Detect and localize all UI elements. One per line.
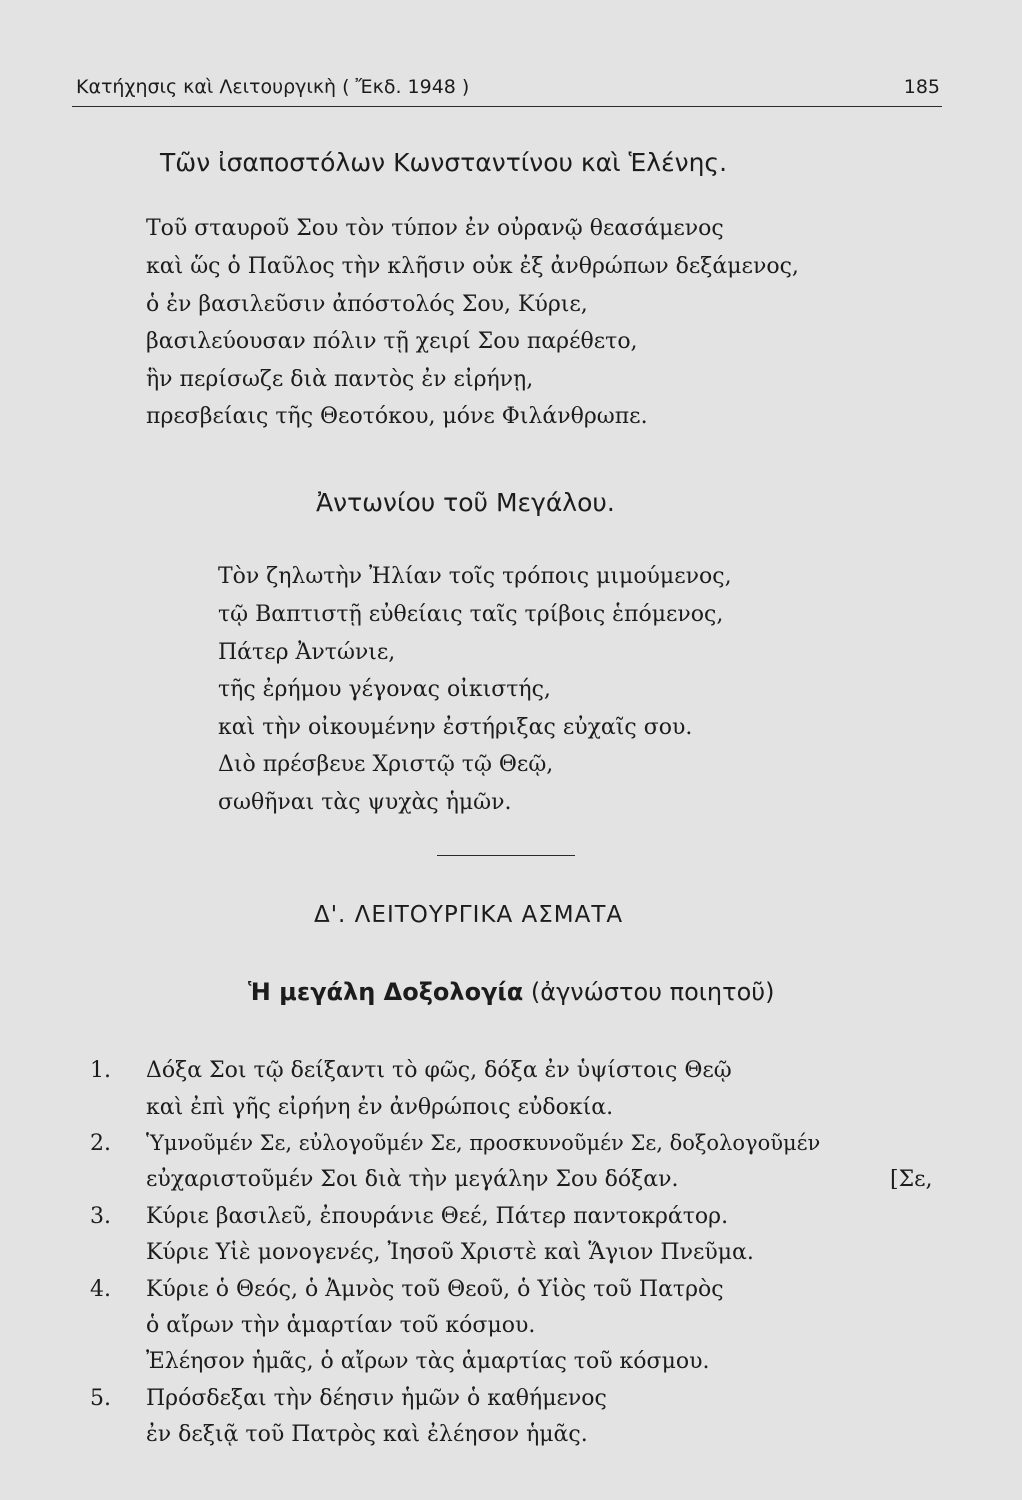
section-subtitle [248,978,775,1006]
verse-line: Κύριε Υἱὲ μονογενές, Ἰησοῦ Χριστὲ καὶ Ἅγιον Πνεῦμα. [146,1240,754,1265]
verse-line: Κύριε βασιλεῦ, ἐπουράνιε Θεέ, Πάτερ παντοκράτορ. [146,1204,729,1229]
verse-line: ὁ αἴρων τὴν ἁμαρτίαν τοῦ κόσμου. [146,1313,536,1338]
subtitle-bold: Ἡ μεγάλη Δοξολογία [248,978,524,1006]
verse-line: Πρόσδεξαι τὴν δέησιν ἡμῶν ὁ καθήμενος [146,1386,607,1411]
verse-number: 2. [90,1131,111,1156]
troparion2-line: καὶ τὴν οἰκουμένην ἐστήριξας εὐχαῖς σου. [218,715,693,740]
troparion1-line: βασιλεύουσαν πόλιν τῇ χειρί Σου παρέθετο, [146,329,638,354]
verse-line: Κύριε ὁ Θεός, ὁ Ἀμνὸς τοῦ Θεοῦ, ὁ Υἱὸς τοῦ Πατρὸς [146,1277,724,1302]
verse-line: Ἐλέησον ἡμᾶς, ὁ αἴρων τὰς ἁμαρτίας τοῦ κόσμου. [146,1349,710,1374]
troparion2-line: Τὸν ζηλωτὴν Ἠλίαν τοῖς τρόποις μιμούμενος, [218,564,732,589]
troparion2-line: Διὸ πρέσβευε Χριστῷ τῷ Θεῷ, [218,752,554,777]
running-header [72,72,942,107]
verse-line: εὐχαριστοῦμέν Σοι διὰ τὴν μεγάλην Σου δόξαν. [146,1167,679,1192]
troparion1-line: πρεσβείαις τῆς Θεοτόκου, μόνε Φιλάνθρωπε. [146,404,648,429]
subtitle-note: (ἀγνώστου ποιητοῦ) [530,978,775,1006]
troparion2-line: τῆς ἐρήμου γέγονας οἰκιστής, [218,677,551,702]
troparion1-line: ὁ ἐν βασιλεῦσιν ἀπόστολός Σου, Κύριε, [146,292,588,317]
troparion2-line: Πάτερ Ἀντώνιε, [218,640,396,665]
verse-line: Ὑμνοῦμέν Σε, εὐλογοῦμέν Σε, προσκυνοῦμέν Σε, δοξολογοῦμέν [146,1131,821,1155]
verse-number: 5. [90,1386,111,1411]
verse-overflow: [Σε, [890,1167,933,1192]
verse-number: 1. [90,1058,111,1083]
troparion2-line: σωθῆναι τὰς ψυχὰς ἡμῶν. [218,790,512,815]
page-number: 185 [903,76,940,98]
verse-number: 3. [90,1204,111,1229]
troparion1-line: ἣν περίσωζε διὰ παντὸς ἐν εἰρήνῃ, [146,367,534,392]
verse-line: ἐν δεξιᾷ τοῦ Πατρὸς καὶ ἐλέησον ἡμᾶς. [146,1422,588,1447]
troparion1-line: Τοῦ σταυροῦ Σου τὸν τύπον ἐν οὐρανῷ θεασάμενος [146,216,724,241]
verse-line: Δόξα Σοι τῷ δείξαντι τὸ φῶς, δόξα ἐν ὑψίστοις Θεῷ [146,1058,732,1083]
troparion1-line: καὶ ὥς ὁ Παῦλος τὴν κλῆσιν οὐκ ἐξ ἀνθρώπων δεξάμενος, [146,254,799,279]
troparion2-title: Ἀντωνίου τοῦ Μεγάλου. [316,488,615,517]
running-title: Κατήχησις καὶ Λειτουργικὴ ( Ἔκδ. 1948 ) [76,76,470,98]
troparion2-line: τῷ Βαπτιστῇ εὐθείαις ταῖς τρίβοις ἑπόμενος, [218,602,724,627]
section-title: Δ'. ΛΕΙΤΟΥΡΓΙΚΑ ΑΣΜΑΤΑ [314,902,624,928]
verse-line: καὶ ἐπὶ γῆς εἰρήνη ἐν ἀνθρώποις εὐδοκία. [146,1095,614,1120]
section-divider [437,855,575,856]
verse-number: 4. [90,1277,111,1302]
troparion1-title: Τῶν ἰσαποστόλων Κωνσταντίνου καὶ Ἑλένης. [160,148,728,177]
